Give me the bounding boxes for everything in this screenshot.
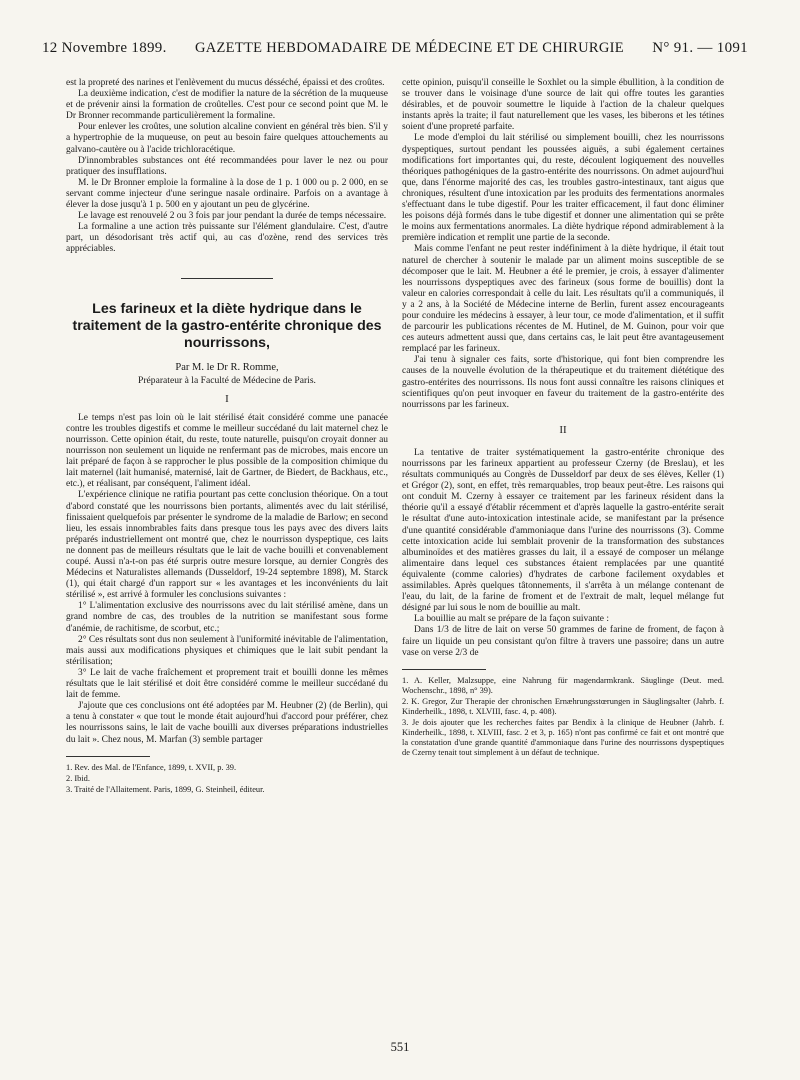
right-column xyxy=(402,78,724,759)
right-footnotes xyxy=(402,676,724,758)
paragraph: Le lavage est renouvelé 2 ou 3 fois par jour pendant la durée de temps nécessaire. xyxy=(78,211,387,222)
paragraph: 1° L'alimentation exclusive des nourrissons avec du lait stérilisé amène, dans un grand nombre de cas, des troubles de la nutrition se manifestant sous forme d'anémie, de rachitisme, de scorbut, etc.; xyxy=(66,601,388,634)
paragraph: La bouillie au malt se prépare de la façon suivante : xyxy=(414,614,609,625)
running-header xyxy=(42,40,748,62)
article-author: Par M. le Dr R. Romme, xyxy=(175,361,279,373)
paragraph: Le temps n'est pas loin où le lait stérilisé était considéré comme une panacée contre les troubles digestifs et comme le meilleur succédané du lait maternel chez le nourrisson. Cette opinion était, du reste, toute naturelle, puisqu'on croyait donner au nourrisson non seulement un liquide ne renfermant pas de microbes, mais encore un lait préparé de façon à se rapprocher le plus possible de la composition chimique du lait maternel (lait humanisé, maternisé, lait de Gartner, de Biedert, de Backhaus, etc., etc.), et réalisant, par conséquent, l'aliment idéal. xyxy=(66,412,388,490)
paragraph: J'ajoute que ces conclusions ont été adoptées par M. Heubner (2) (de Berlin), qui a tenu à constater « que tout le monde était aujourd'hui d'accord pour préférer, chez les nourrissons sains, le lait de vache bouilli aux diverses préparations industrielles du lait ». Chez nous, M. Marfan (3) semble partager xyxy=(66,701,388,745)
paragraph: Dans 1/3 de litre de lait on verse 50 grammes de farine de froment, de façon à faire un liquide un peu consistant qu'on filtre à travers une passoire; dans un autre vase on verse 2/3 de xyxy=(402,625,724,658)
paragraph: La deuxième indication, c'est de modifier la nature de la sécrétion de la muqueuse et de prévenir ainsi la formation de croûtelles. C'est pour ce second point que M. le Dr Bronner recommande particulièrement la formaline. xyxy=(66,89,388,122)
footnote: 2. K. Gregor, Zur Therapie der chronischen Ernæhrungsstœrungen in Säuglingsalter (Jahrb. f. Kinderheilk., 1898, t. XLVIII, fasc. 4, p. 408). xyxy=(402,696,724,716)
section-number: II xyxy=(559,423,567,436)
paragraph: J'ai tenu à signaler ces faits, sorte d'historique, qui font bien comprendre les causes de la nouvelle évolution de la thérapeutique et du traitement diététique des gastro-entérites des nourrissons. Ils nous font aussi connaître les raisons cliniques et scientifiques qu'on peut invoquer en faveur du traitement de la gastro-entérite des nourrissons par les farineux. xyxy=(402,355,724,410)
paragraph: Mais comme l'enfant ne peut rester indéfiniment à la diète hydrique, il était tout naturel de chercher à soutenir le malade par un aliment moins susceptible de se décomposer que le lait. M. Heubner a été le premier, je crois, à essayer d'alimenter les nourrissons dyspeptiques avec des farineux (sous forme de bouillis) dont la valeur en calories correspondait à celle du lait. Les résultats qu'il a communiqués, il y a 2 ans, à la Société de Médecine interne de Berlin, furent assez encourageants pour conduire les médecins à essayer, à leur tour, ce mode d'alimentation, et il suffit de parcourir les publications récentes de M. Hutinel, de M. Guinon, pour voir que ces auteurs admettent aussi que, dans certains cas, le lait peut être avantageusement remplacé par les farineux. xyxy=(402,244,724,355)
header-journal-title: GAZETTE HEBDOMADAIRE DE MÉDECINE ET DE CHIRURGIE xyxy=(194,40,624,56)
left-column xyxy=(66,78,388,796)
paragraph: cette opinion, puisqu'il conseille le Soxhlet ou la simple ébullition, à la condition de se trouver dans le voisinage d'une source de lait qui offre toutes les garanties désirables, et de pouvoir soumettre le liquide à l'action de la chaleur quelques instants après la traite; il faut naturellement que les vases, les biberons et les tétines soient d'une propreté parfaite. xyxy=(402,78,724,133)
footnote: 2. Ibid. xyxy=(66,773,90,783)
header-issue-page: N° 91. — 1091 xyxy=(652,40,748,56)
paragraph: D'innombrables substances ont été recommandées pour laver le nez ou pour pratiquer des insufflations. xyxy=(66,155,388,177)
paragraph: L'expérience clinique ne ratifia pourtant pas cette conclusion théorique. On a tout d'abord constaté que les nourrissons bien portants, alimentés avec du lait stérilisé, finissaient quelquefois par présenter le syndrome de la maladie de Barlow; en second lieu, les essais innombrables faits dans presque tous les pays avec des divers laits préparés industriellement ont montré que, chez le nourrisson dyspeptique, ces laits ne donnent pas de meilleurs résultats que le lait de vache bouilli et convenablement coupé. Aussi n'a-t-on pas été surpris outre mesure lorsque, au dernier Congrès des Médecins et Naturalistes allemands (Dusseldorf, 19-24 septembre 1898), M. Starck (1), qui était chargé d'un rapport sur « les avantages et les inconvénients du lait stérilisé », est arrivé à formuler les conclusions suivantes : xyxy=(66,490,388,601)
paragraph: M. le Dr Bronner emploie la formaline à la dose de 1 p. 1 000 ou p. 2 000, en se servant comme injecteur d'une seringue nasale ordinaire. Parfois on a avantage à élever la dose jusqu'à 1 p. 500 en y ajoutant un peu de glycérine. xyxy=(66,177,388,211)
footnote: 1. A. Keller, Malzsuppe, eine Nahrung für magendarmkrank. Säuglinge (Deut. med. Wochenschr., 1898, n° 39). xyxy=(402,675,724,695)
paragraph: 3° Le lait de vache fraîchement et proprement trait et bouilli donne les mêmes résultats que le lait stérilisé et doit être considéré comme le meilleur succédané du lait de femme. xyxy=(66,667,388,701)
page-number: 551 xyxy=(390,1040,410,1054)
footnote-divider xyxy=(66,756,150,757)
section-number: I xyxy=(225,392,229,405)
footnote: 3. Je dois ajouter que les recherches faites par Bendix à la clinique de Heubner (Jahrb. f. Kinderheilk., 1898, t. XLVIII, fasc. 2 et 3, p. 165) n'ont pas confirmé ce fait et ont montré que la constatation d'une grande quantité d'ammoniaque dans l'urine des nourrissons dyspeptiques de Czerny tenait tout simplement à un défaut de technique. xyxy=(402,717,724,757)
paragraph: Pour enlever les croûtes, une solution alcaline convient en général très bien. S'il y a hypertrophie de la muqueuse, on peut au besoin faire quelques attouchements au galvano-cautère ou à l'acide trichloracétique. xyxy=(66,122,388,155)
footnote-divider xyxy=(402,669,486,670)
section-divider xyxy=(181,278,273,279)
paragraph: Le mode d'emploi du lait stérilisé ou simplement bouilli, chez les nourrissons dyspeptiques, surtout pendant les poussées aiguës, a subi également certaines modifications fort importantes qui, du reste, découlent logiquement des nouvelles théoriques pathogéniques de la gastro-entérite des nourrissons. On admet aujourd'hui que, dans l'énorme majorité des cas, les troubles gastro-intestinaux, tant aigus que chroniques, résultent d'une intoxication par les produits des fermentations anormales s'effectuant dans le tube digestif. Pour les traiter efficacement, il faut donc éliminer les poisons déjà formés dans le tube digestif et donner une alimentation qui se prête le moins aux fermentations anormales. La diète hydrique répond admirablement à la première indication et remplit une partie de la seconde. xyxy=(402,133,724,244)
header-date: 12 Novembre 1899. xyxy=(42,40,167,56)
paragraph: La formaline a une action très puissante sur l'élément glandulaire. C'est, d'autre part, un désodorisant très actif qui, au cas d'ozène, rend des services très appréciables. xyxy=(66,222,388,255)
paragraph: La tentative de traiter systématiquement la gastro-entérite chronique des nourrissons par les farineux appartient au professeur Czerny (de Breslau), et les résultats communiqués au Congrès de Dusseldorf par deux de ses élèves, Keller (1) et Grégor (2), sont, en effet, très remarquables, trop beaux peut-être. Les raisons qui ont conduit M. Czerny à essayer ce traitement par les farineux résident dans la théorie qu'il a essayé d'établir récemment et d'après laquelle la gastro-entérite serait le résultat d'une auto-intoxication intestinale acide, se manifestant par la présence d'une quantité considérable d'ammoniaque dans l'urine des nourrissons (3). Comme cette intoxication acide lui semblait provenir de la transformation des substances albuminoïdes et des matières grasses du lait, il a essayé de composer un mélange alimentaire dans lequel ces substances étaient remplacées par une quantité équivalente (comme calories) d'hydrates de carbone facilement oxydables et assimilables. Après quelques tâtonnements, il s'arrêta à un mélange contenant de l'eau, du lait, de la farine de froment et de l'extrait de malt, lequel mélange fut désigné par lui sous le nom de bouillie au malt. xyxy=(402,447,724,614)
paragraph: 2° Ces résultats sont dus non seulement à l'uniformité inévitable de l'alimentation, mais aussi aux modifications physiques et chimiques que le lait subit pendant la stérilisation; xyxy=(66,634,388,667)
footnote: 3. Traité de l'Allaitement. Paris, 1899, G. Steinheil, éditeur. xyxy=(66,784,265,794)
paragraph: est la propreté des narines et l'enlèvement du mucus désséché, épaissi et des croûtes. xyxy=(66,78,385,88)
footnote: 1. Rev. des Mal. de l'Enfance, 1899, t. XVII, p. 39. xyxy=(66,762,237,772)
left-footnotes xyxy=(66,763,388,795)
article-title: Les farineux et la diète hydrique dans le traitement de la gastro-entérite chronique des nourrissons, xyxy=(72,300,382,351)
author-affiliation: Préparateur à la Faculté de Médecine de Paris. xyxy=(138,374,316,386)
